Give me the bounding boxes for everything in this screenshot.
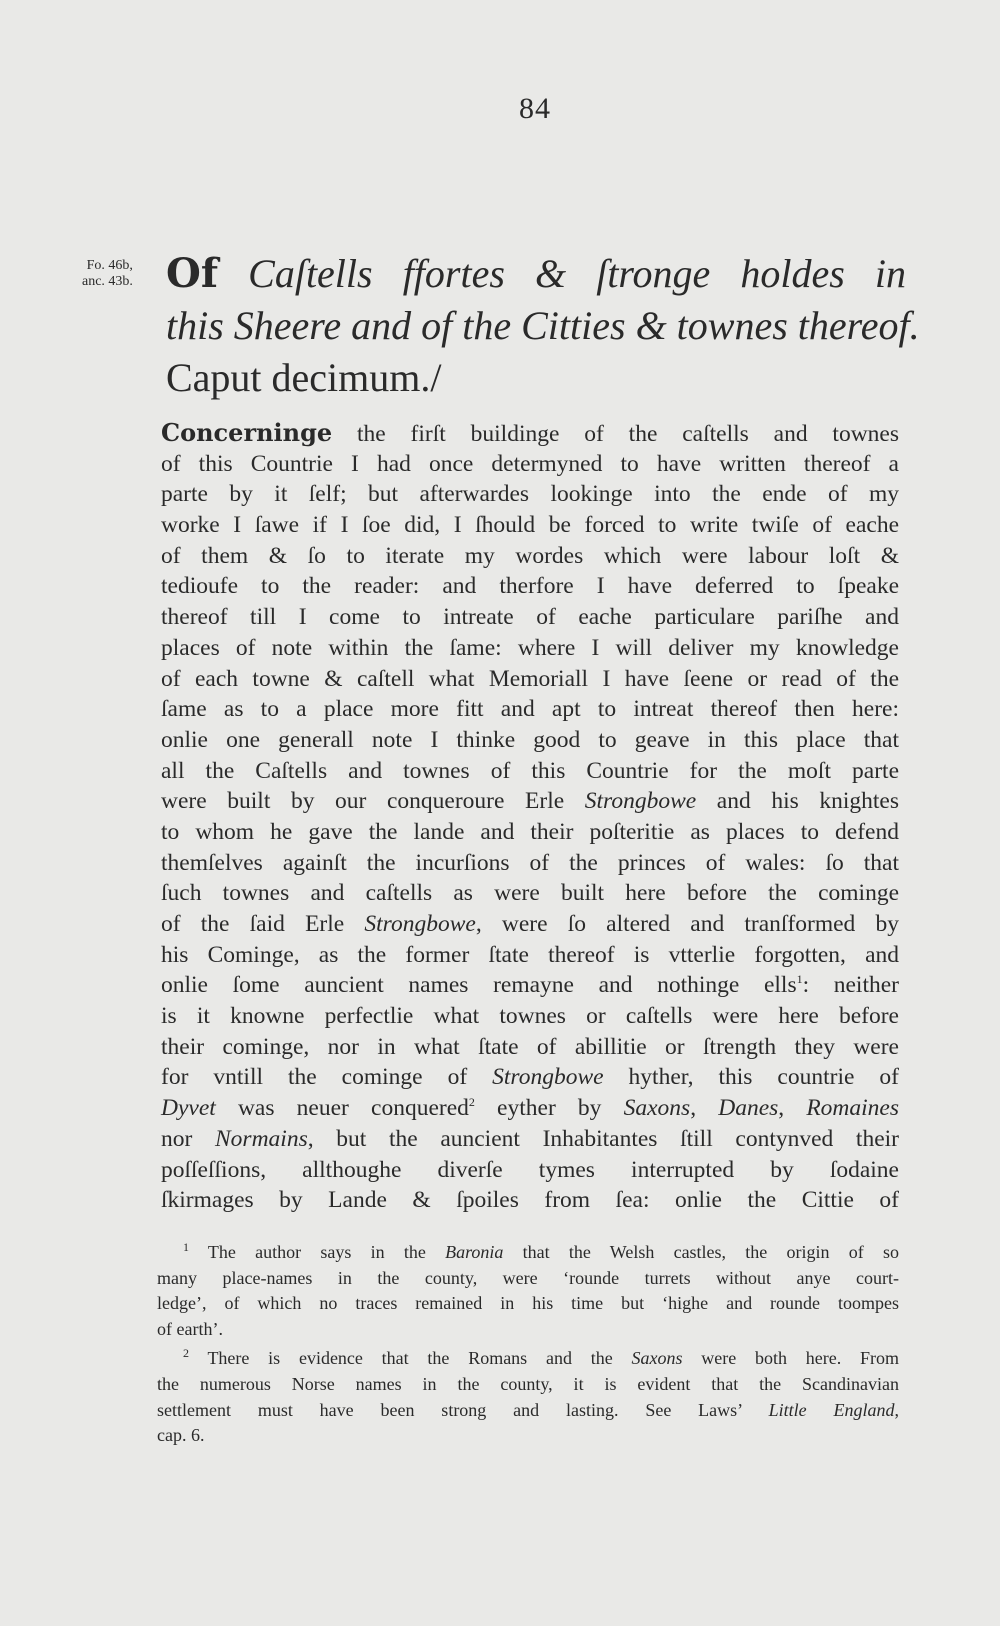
footnote-line: cap. 6. — [157, 1425, 205, 1446]
footnote-line: of earth’. — [157, 1318, 223, 1339]
body-line: of them & ſo to iterate my wordes which were labour loſt & — [161, 542, 899, 569]
footnote-1 — [157, 1240, 899, 1342]
body-line: of this Countrie I had once determyned to have written thereof a — [161, 450, 899, 477]
body-line: themſelves againſt the incurſions of the princes of wales: ſo that — [161, 849, 899, 876]
footnote-line: many place-names in the county, were ‘rounde turrets without anye court- — [157, 1267, 899, 1288]
footnote-line: settlement must have been strong and lasting. See Laws’ Little England, — [157, 1399, 899, 1420]
body-line: his Cominge, as the former ſtate thereof is vtterlie forgotten, and — [161, 941, 899, 968]
body-line: places of note within the ſame: where I will deliver my knowledge — [161, 634, 899, 661]
body-line: Concerninge the firſt buildinge of the caſtells and townes — [161, 418, 899, 447]
body-line: ſkirmages by Lande & ſpoiles from ſea: onlie the Cittie of — [161, 1187, 899, 1214]
footnote-line: $^2$ There is evidence that the Romans and the Saxons were both here. From — [183, 1346, 900, 1369]
body-line: to whom he gave the lande and their poſteritie as places to defend — [161, 818, 899, 845]
body-line: for vntill the cominge of Strongbowe hyther, this countrie of — [161, 1064, 899, 1091]
body-line: thereof till I come to intreate of eache particulare pariſhe and — [161, 604, 899, 631]
body-line: were built by our conqueroure Erle Strongbowe and his knightes — [161, 788, 899, 815]
heading-line-1: Of Caſtells ffortes & ſtronge holdes in — [166, 250, 906, 297]
body-line: worke I ſawe if I ſoe did, I ſhould be forced to write twiſe of eache — [161, 512, 899, 539]
body-text — [161, 418, 899, 1216]
footnotes — [157, 1240, 899, 1449]
heading-line-2: this Sheere and of the Citties & townes thereof. — [166, 303, 920, 348]
footnote-line: $^1$ The author says in the Baronia that the Welsh castles, the origin of so — [183, 1240, 899, 1262]
body-line: Dyvet was neuer conquered$^2$ eyther by Saxons, Danes, Romaines — [161, 1095, 900, 1122]
body-line: onlie ſome auncient names remayne and nothinge ells$^1$: neither — [161, 972, 899, 999]
margin-note-line: Fo. 46b, — [86, 258, 133, 273]
chapter-heading — [166, 248, 920, 404]
body-line: ſame as to a place more fitt and apt to intreat thereof then here: — [161, 696, 899, 723]
body-line: nor Normains, but the auncient Inhabitantes ſtill contynved their — [161, 1125, 900, 1152]
body-line: tedioufe to the reader: and therfore I have deferred to ſpeake — [161, 573, 899, 600]
body-line: ſuch townes and caſtells as were built here before the cominge — [161, 880, 899, 907]
body-line: is it knowne perfectlie what townes or caſtells were here before — [161, 1003, 899, 1030]
body-line: onlie one generall note I thinke good to geave in this place that — [161, 726, 899, 753]
page-number: 84 — [519, 92, 551, 125]
footnote-line: the numerous Norse names in the county, it is evident that the Scandinavian — [157, 1373, 899, 1394]
body-line: all the Caſtells and townes of this Countrie for the moſt parte — [161, 757, 899, 784]
body-line: of the ſaid Erle Strongbowe, were ſo altered and tranſformed by — [161, 911, 899, 937]
body-line: their cominge, nor in what ſtate of abillitie or ſtrength they were — [161, 1033, 899, 1060]
margin-note-line: anc. 43b. — [82, 274, 133, 289]
margin-folio-note — [82, 258, 133, 290]
body-line: parte by it ſelf; but afterwardes lookinge into the ende of my — [161, 481, 899, 508]
heading-line-3: Caput decimum./ — [166, 355, 442, 400]
footnote-2 — [157, 1346, 899, 1448]
body-line: poſſeſſions, allthoughe diverſe tymes interrupted by ſodaine — [161, 1156, 899, 1183]
body-line: of each towne & caſtell what Memoriall I have ſeene or read of the — [161, 665, 899, 692]
footnote-line: ledge’, of which no traces remained in his time but ‘highe and rounde toompes — [157, 1293, 899, 1314]
